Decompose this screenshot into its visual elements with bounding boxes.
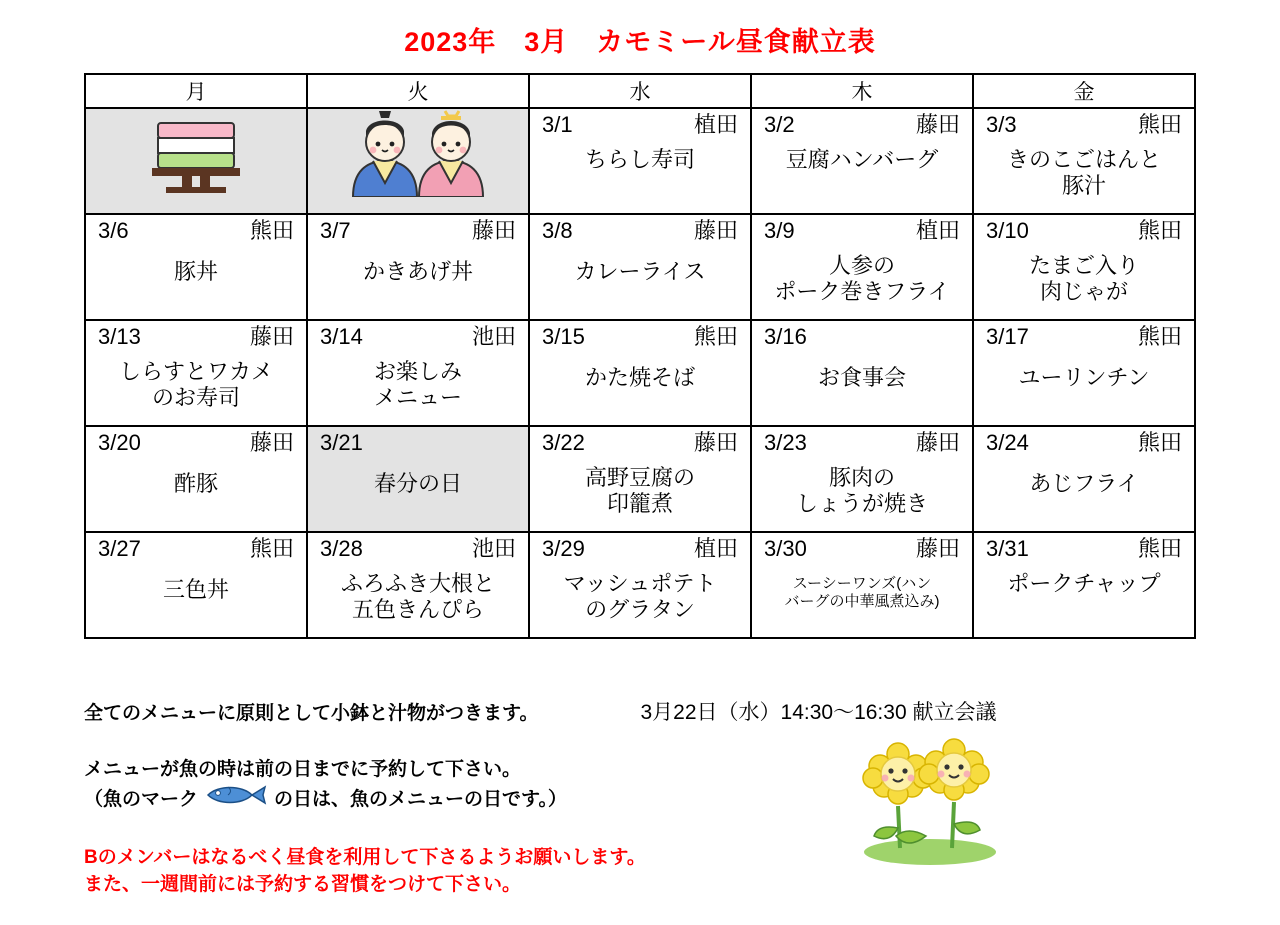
cell-menu: ユーリンチン bbox=[1018, 365, 1150, 391]
calendar-cell-0328 bbox=[307, 532, 529, 638]
cell-staff: 熊田 bbox=[1137, 112, 1182, 137]
cell-head bbox=[308, 533, 528, 561]
flower-illustration bbox=[840, 736, 1020, 871]
cell-head bbox=[86, 215, 306, 243]
hishimochi-icon bbox=[136, 182, 256, 199]
cell-head bbox=[752, 109, 972, 137]
calendar-cell-0307 bbox=[307, 214, 529, 320]
cell-head bbox=[86, 427, 306, 455]
cell-head bbox=[86, 321, 306, 349]
cell-staff: 藤田 bbox=[915, 112, 960, 137]
calendar-cell-0327 bbox=[85, 532, 307, 638]
cell-head bbox=[530, 109, 750, 137]
cell-date: 3/9 bbox=[764, 218, 795, 243]
calendar-cell-0331 bbox=[973, 532, 1195, 638]
weekday-header-tue: 火 bbox=[307, 74, 529, 108]
cell-date: 3/10 bbox=[986, 218, 1029, 243]
note-fish-reservation: メニューが魚の時は前の日までに予約して下さい。 bbox=[84, 758, 522, 780]
weekday-header-fri: 金 bbox=[973, 74, 1195, 108]
calendar-cell-0321 bbox=[307, 426, 529, 532]
calendar-week-row bbox=[85, 532, 1195, 638]
calendar-cell-0314 bbox=[307, 320, 529, 426]
cell-date: 3/8 bbox=[542, 218, 573, 243]
cell-date: 3/27 bbox=[98, 536, 141, 561]
cell-date: 3/31 bbox=[986, 536, 1029, 561]
calendar-cell-0306 bbox=[85, 214, 307, 320]
cell-head bbox=[752, 215, 972, 243]
cell-date: 3/29 bbox=[542, 536, 585, 561]
cell-menu: かきあげ丼 bbox=[362, 259, 473, 285]
note-fish-mark-post: の日は、魚のメニューの日です。） bbox=[274, 788, 567, 810]
cell-menu: ポークチャップ bbox=[1007, 571, 1161, 597]
cell-menu: ふろふき大根と 五色きんぴら bbox=[340, 571, 495, 623]
cell-head bbox=[752, 321, 972, 349]
cell-staff: 藤田 bbox=[693, 218, 738, 243]
note-member-request: Bのメンバーはなるべく昼食を利用して下さるようお願いします。 bbox=[84, 846, 646, 868]
cell-staff: 藤田 bbox=[693, 430, 738, 455]
cell-staff: 藤田 bbox=[249, 324, 294, 349]
cell-staff: 熊田 bbox=[1137, 536, 1182, 561]
note-meeting-schedule: 3月22日（水）14:30～16:30 献立会議 bbox=[640, 701, 997, 724]
weekday-header-thu: 木 bbox=[751, 74, 973, 108]
cell-head bbox=[974, 215, 1194, 243]
cell-date: 3/1 bbox=[542, 112, 573, 137]
calendar-cell-0320 bbox=[85, 426, 307, 532]
cell-menu: 春分の日 bbox=[373, 471, 462, 497]
cell-menu: スーシーワンズ(ハン バーグの中華風煮込み) bbox=[784, 575, 940, 611]
note-block-member bbox=[84, 844, 1204, 899]
cell-menu: 豚丼 bbox=[173, 259, 218, 285]
cell-staff: 植田 bbox=[693, 112, 738, 137]
cell-staff: 熊田 bbox=[1137, 324, 1182, 349]
cell-date: 3/14 bbox=[320, 324, 363, 349]
cell-staff: 熊田 bbox=[1137, 430, 1182, 455]
cell-staff: 藤田 bbox=[249, 430, 294, 455]
cell-menu: マッシュポテト のグラタン bbox=[563, 571, 717, 623]
calendar-cell-0308 bbox=[529, 214, 751, 320]
cell-menu: お楽しみ メニュー bbox=[373, 359, 462, 411]
calendar-cell-0322 bbox=[529, 426, 751, 532]
weekday-header-row bbox=[85, 74, 1195, 108]
cell-head bbox=[308, 321, 528, 349]
calendar-cell-art-hishimochi bbox=[85, 108, 307, 214]
cell-staff: 熊田 bbox=[1137, 218, 1182, 243]
calendar-cell-art-hinadoll bbox=[307, 108, 529, 214]
cell-staff: 藤田 bbox=[471, 218, 516, 243]
calendar-week-row bbox=[85, 214, 1195, 320]
calendar-cell-0317 bbox=[973, 320, 1195, 426]
calendar-cell-0301 bbox=[529, 108, 751, 214]
calendar-cell-0303 bbox=[973, 108, 1195, 214]
hinadoll-icon bbox=[333, 184, 503, 201]
note-row-first bbox=[84, 696, 1204, 728]
calendar-cell-0313 bbox=[85, 320, 307, 426]
cell-head bbox=[752, 533, 972, 561]
cell-menu: 豆腐ハンバーグ bbox=[785, 147, 939, 173]
cell-date: 3/24 bbox=[986, 430, 1029, 455]
calendar-cell-0323 bbox=[751, 426, 973, 532]
menu-calendar bbox=[84, 73, 1196, 639]
cell-menu: 高野豆腐の 印籠煮 bbox=[584, 465, 695, 517]
cell-menu: あじフライ bbox=[1029, 471, 1139, 497]
cell-head bbox=[530, 533, 750, 561]
cell-date: 3/15 bbox=[542, 324, 585, 349]
calendar-week-row bbox=[85, 108, 1195, 214]
cell-date: 3/22 bbox=[542, 430, 585, 455]
cell-menu: カレーライス bbox=[574, 259, 706, 285]
cell-head bbox=[530, 427, 750, 455]
cell-date: 3/21 bbox=[320, 430, 363, 455]
cell-menu: かた焼そば bbox=[584, 365, 695, 391]
cell-menu: しらすとワカメ のお寿司 bbox=[118, 359, 273, 411]
calendar-week-row bbox=[85, 426, 1195, 532]
cell-staff: 熊田 bbox=[249, 218, 294, 243]
calendar-cell-0310 bbox=[973, 214, 1195, 320]
cell-date: 3/7 bbox=[320, 218, 351, 243]
notes-section bbox=[84, 696, 1204, 899]
cell-date: 3/20 bbox=[98, 430, 141, 455]
cell-head bbox=[530, 215, 750, 243]
note-advance-reservation: また、一週間前には予約する習慣をつけて下さい。 bbox=[84, 874, 522, 896]
cell-menu: 三色丼 bbox=[162, 577, 229, 603]
cell-date: 3/3 bbox=[986, 112, 1017, 137]
cell-head bbox=[974, 109, 1194, 137]
cell-menu: お食事会 bbox=[817, 365, 906, 391]
cell-staff: 池田 bbox=[471, 536, 516, 561]
cell-menu: 酢豚 bbox=[173, 471, 218, 497]
cell-staff: 熊田 bbox=[249, 536, 294, 561]
cell-staff: 植田 bbox=[915, 218, 960, 243]
cell-menu: たまご入り 肉じゃが bbox=[1028, 253, 1139, 305]
cell-head bbox=[308, 427, 528, 455]
fish-icon bbox=[204, 783, 268, 816]
calendar-cell-0329 bbox=[529, 532, 751, 638]
calendar-cell-0330 bbox=[751, 532, 973, 638]
cell-head bbox=[974, 427, 1194, 455]
calendar-cell-0315 bbox=[529, 320, 751, 426]
note-side-dish: 全てのメニューに原則として小鉢と汁物がつきます。 bbox=[84, 703, 539, 724]
cell-date: 3/23 bbox=[764, 430, 807, 455]
calendar-cell-0324 bbox=[973, 426, 1195, 532]
cell-staff: 植田 bbox=[693, 536, 738, 561]
cell-menu: きのこごはんと 豚汁 bbox=[1006, 147, 1161, 199]
cell-head bbox=[974, 533, 1194, 561]
cell-date: 3/17 bbox=[986, 324, 1029, 349]
calendar-cell-0316 bbox=[751, 320, 973, 426]
cell-head bbox=[752, 427, 972, 455]
cell-staff: 熊田 bbox=[693, 324, 738, 349]
cell-menu: 人参の ポーク巻きフライ bbox=[774, 253, 950, 305]
weekday-header-mon: 月 bbox=[85, 74, 307, 108]
note-fish-mark bbox=[84, 783, 1204, 816]
cell-date: 3/6 bbox=[98, 218, 129, 243]
cell-staff: 藤田 bbox=[915, 536, 960, 561]
cell-head bbox=[308, 215, 528, 243]
note-fish-mark-pre: （魚のマーク bbox=[84, 788, 199, 810]
note-block-reservation bbox=[84, 756, 1204, 816]
cell-menu: ちらし寿司 bbox=[584, 147, 695, 173]
cell-head bbox=[530, 321, 750, 349]
cell-date: 3/16 bbox=[764, 324, 807, 349]
calendar-week-row bbox=[85, 320, 1195, 426]
cell-date: 3/28 bbox=[320, 536, 363, 561]
cell-head bbox=[86, 533, 306, 561]
cell-head bbox=[974, 321, 1194, 349]
cell-date: 3/2 bbox=[764, 112, 795, 137]
page-title: 2023年 3月 カモミール昼食献立表 bbox=[404, 27, 876, 57]
cell-menu: 豚肉の しょうが焼き bbox=[795, 465, 928, 517]
cell-staff: 藤田 bbox=[915, 430, 960, 455]
calendar-cell-0309 bbox=[751, 214, 973, 320]
cell-staff: 池田 bbox=[471, 324, 516, 349]
cell-date: 3/30 bbox=[764, 536, 807, 561]
cell-date: 3/13 bbox=[98, 324, 141, 349]
calendar-cell-0302 bbox=[751, 108, 973, 214]
weekday-header-wed: 水 bbox=[529, 74, 751, 108]
